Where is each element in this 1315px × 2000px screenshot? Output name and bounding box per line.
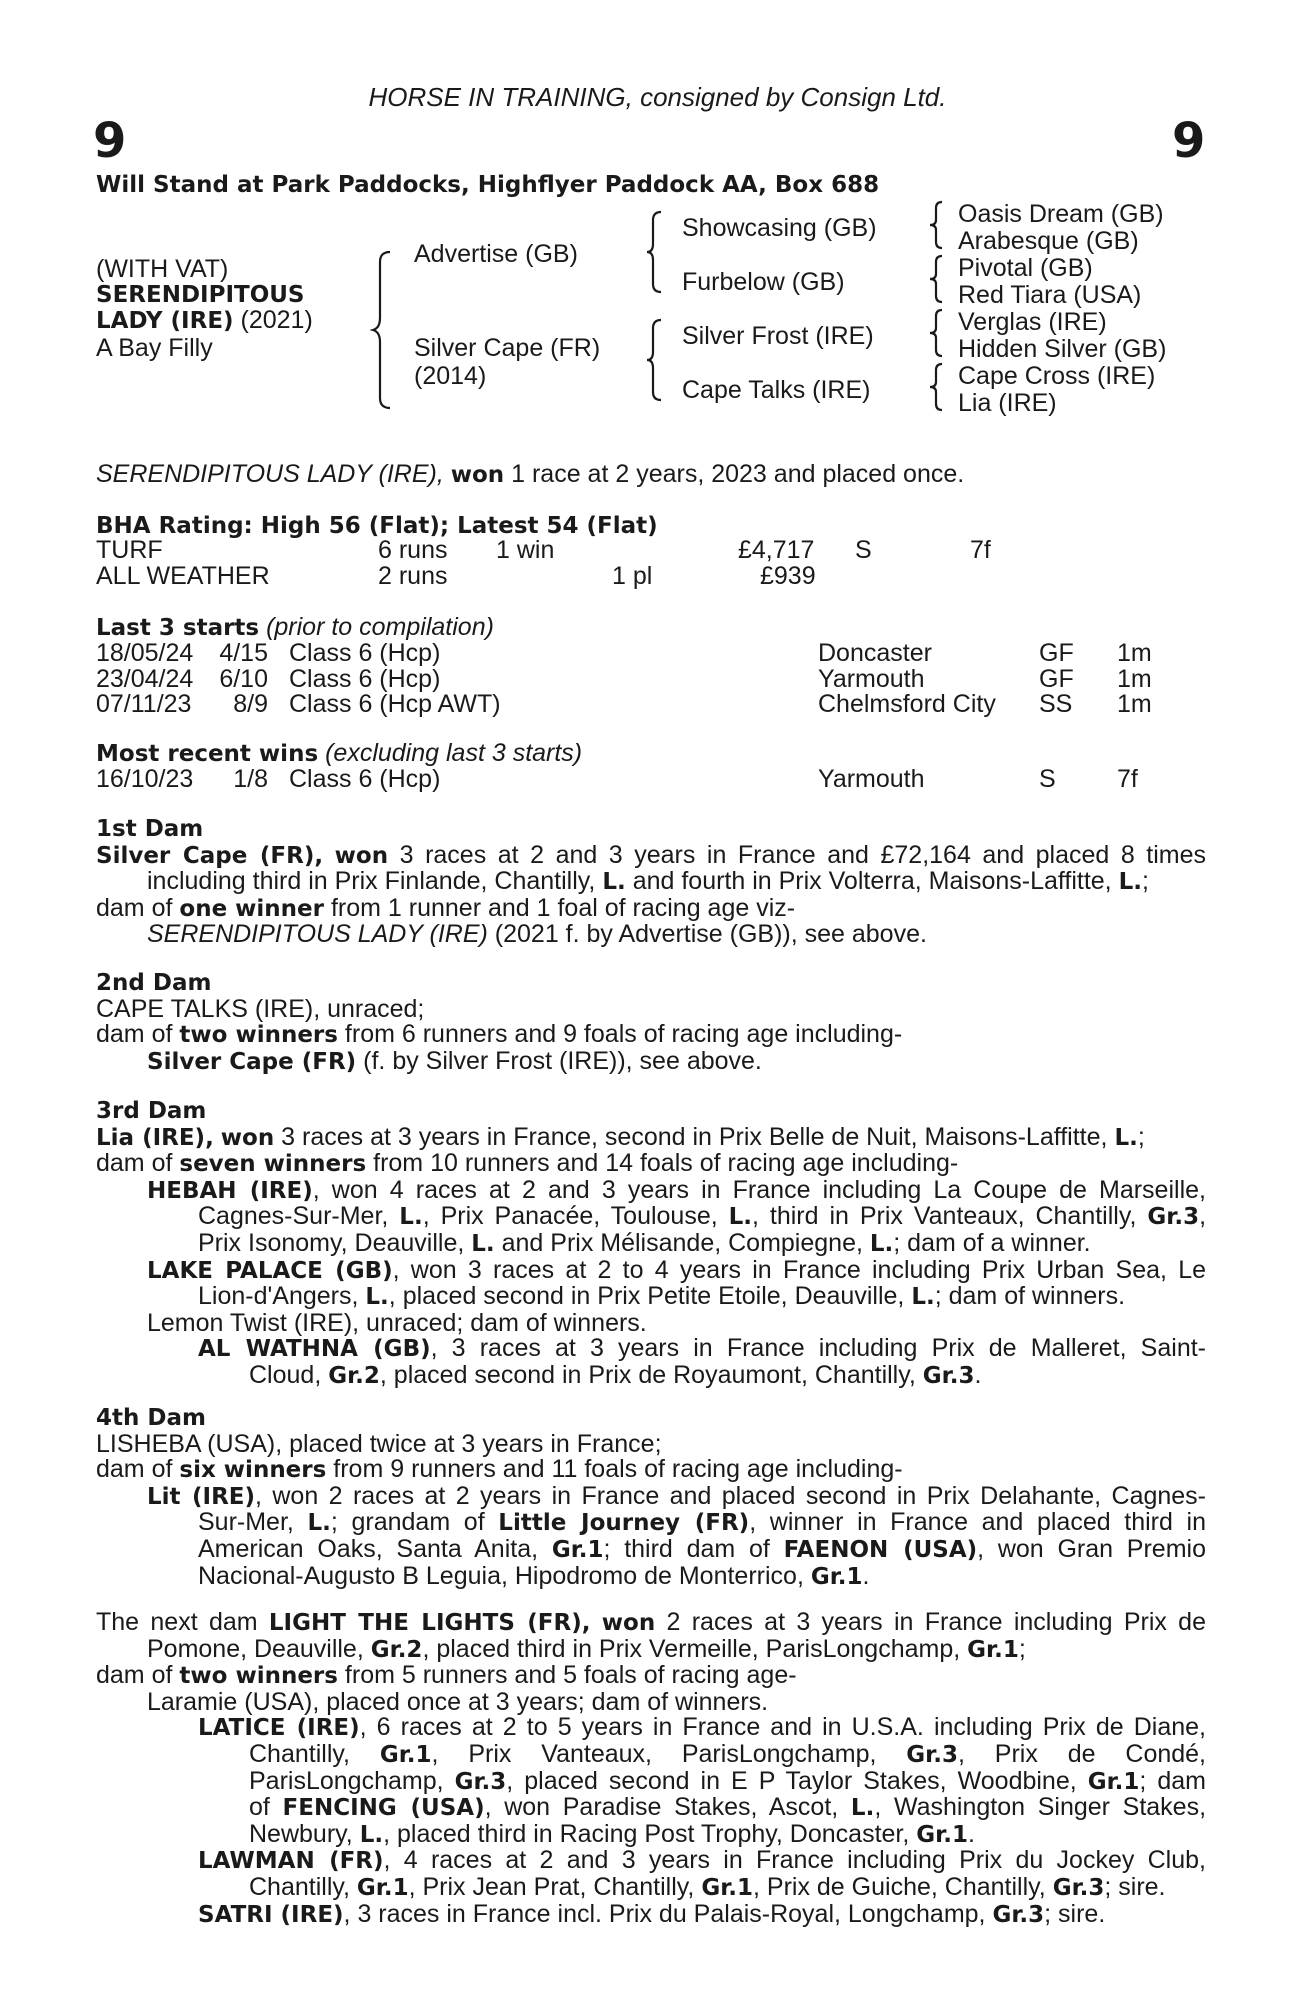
race-date: 07/11/23 — [96, 690, 192, 719]
gen3-brace-4 — [928, 362, 946, 412]
gen3-ancestor: Pivotal (GB) — [958, 254, 1093, 282]
race-going: GF — [1039, 639, 1074, 667]
gen2-dam-dam: Cape Talks (IRE) — [682, 376, 871, 404]
sire-name: Advertise (GB) — [414, 240, 578, 268]
gen3-ancestor: Verglas (IRE) — [958, 308, 1107, 336]
vat-note: (WITH VAT) — [96, 255, 229, 283]
gen2-sire-sire: Showcasing (GB) — [682, 214, 877, 242]
lot-number-left: 9 — [93, 113, 127, 169]
race-class: Class 6 (Hcp) — [289, 765, 441, 793]
race-date: 18/05/24 — [96, 639, 194, 667]
race-pos: 1/8 — [233, 765, 268, 793]
gen3-ancestor: Cape Cross (IRE) — [958, 362, 1156, 390]
second-dam-section: 2nd Dam CAPE TALKS (IRE), unraced; dam of two winners from 6 runners and 9 foals of racing age including- Silver Cape (FR) (f. by Silver Frost (IRE)), see above. — [96, 970, 903, 1075]
race-date: 16/10/23 — [96, 765, 194, 793]
race-dist: 7f — [1117, 765, 1138, 793]
race-pos: 6/10 — [219, 664, 268, 693]
aw-runs: 2 runs — [378, 562, 448, 590]
aw-prize: £939 — [760, 562, 816, 590]
horse-name-line2 — [96, 308, 313, 334]
aw-placed: 1 pl — [612, 562, 653, 590]
gen3-ancestor: Hidden Silver (GB) — [958, 335, 1167, 363]
dam-name: Silver Cape (FR) — [414, 334, 601, 362]
third-dam-section: 3rd Dam Lia (IRE), won 3 races at 3 years in France, second in Prix Belle de Nuit, Maisons-Laffitte, L.; dam of seven winners from 10 runners and 14 foals of racing age including- HEBAH (IRE), won 4 races at 2 and 3 years in France including La Coupe de Marseille, Cagnes-Sur-Mer, L., Prix Panacée, Toulouse, L., third in Prix Vanteaux, Chantilly, Gr.3, Prix Isonomy, Deauville, L. and Prix Mélisande, Compiegne, L.; dam of a winner. LAKE PALACE (GB), won 3 races at 2 to 4 years in France including Prix Urban Sea, Le Lion-d'Angers, L., placed second in Prix Petite Etoile, Deauville, L.; dam of winners. Lemon Twist (IRE), unraced; dam of winners. AL WATHNA (GB), 3 races at 3 years in France including Prix de Malleret, Saint- Cloud, Gr.2, placed second in Prix de Royaumont, Chantilly, Gr.3. — [96, 1098, 1207, 1389]
gen3-brace-2 — [928, 254, 946, 304]
race-dist: 1m — [1117, 664, 1152, 693]
turf-label: TURF — [96, 536, 163, 564]
horse-name-line1: SERENDIPITOUS — [96, 282, 305, 308]
last-starts-heading: Last 3 starts (prior to compilation) — [96, 613, 494, 641]
race-date: 23/04/24 — [96, 664, 194, 693]
race-course: Yarmouth — [818, 664, 925, 693]
gen3-ancestor: Oasis Dream (GB) — [958, 200, 1164, 228]
race-course: Chelmsford City — [818, 690, 996, 719]
race-pos: 8/9 — [233, 690, 268, 719]
horse-name-bold: LADY (IRE) — [96, 308, 234, 334]
race-course: Doncaster — [818, 639, 932, 667]
section-heading: 4th Dam — [96, 1405, 206, 1431]
race-class: Class 6 (Hcp) — [289, 664, 441, 693]
section-heading: 3rd Dam — [96, 1098, 207, 1124]
recent-wins-heading: Most recent wins (excluding last 3 starts) — [96, 739, 583, 767]
bha-rating: BHA Rating: High 56 (Flat); Latest 54 (Flat) — [96, 513, 658, 539]
next-dam-section: The next dam LIGHT THE LIGHTS (FR), won 2 races at 3 years in France including Prix de Pomone, Deauville, Gr.2, placed third in Prix Vermeille, ParisLongchamp, Gr.1; dam of two winners from 5 runners and 5 foals of racing age- Laramie (USA), placed once at 3 years; dam of winners. LATICE (IRE), 6 races at 2 to 5 years in France and in U.S.A. including Prix de Diane, Chantilly, Gr.1, Prix Vanteaux, ParisLongchamp, Gr.3, Prix de Condé, ParisLongchamp, Gr.3, placed second in E P Taylor Stakes, Woodbine, Gr.1; dam of FENCING (USA), won Paradise Stakes, Ascot, L., Washington Singer Stakes, Newbury, L., placed third in Racing Post Trophy, Doncaster, Gr.1. LAWMAN (FR), 4 races at 2 and 3 years in France including Prix du Jockey Club, Chantilly, Gr.1, Prix Jean Prat, Chantilly, Gr.1, Prix de Guiche, Chantilly, Gr.3; sire. SATRI (IRE), 3 races in France incl. Prix du Palais-Royal, Longchamp, Gr.3; sire. — [96, 1608, 1207, 1928]
gen2-sire-dam: Furbelow (GB) — [682, 268, 845, 296]
aw-label: ALL WEATHER — [96, 562, 270, 590]
gen3-ancestor: Arabesque (GB) — [958, 227, 1139, 255]
gen3-ancestor: Red Tiara (USA) — [958, 281, 1142, 309]
race-dist: 1m — [1117, 690, 1152, 719]
page-title: HORSE IN TRAINING, consigned by Consign Ltd. — [368, 82, 947, 112]
fourth-dam-section: 4th Dam LISHEBA (USA), placed twice at 3 years in France; dam of six winners from 9 runners and 11 foals of racing age including- Lit (IRE), won 2 races at 2 years in France and placed second in Prix Delahante, Cagnes- Sur-Mer, L.; grandam of Little Journey (FR), winner in France and placed third in American Oaks, Santa Anita, Gr.1; third dam of FAENON (USA), won Gran Premio Nacional-Augusto B Leguia, Hipodromo de Monterrico, Gr.1. — [96, 1405, 1207, 1590]
race-going: GF — [1039, 664, 1074, 693]
race-summary: SERENDIPITOUS LADY (IRE), won 1 race at 2 years, 2023 and placed once. — [96, 460, 965, 488]
turf-prize: £4,717 — [738, 536, 815, 564]
gen3-brace-1 — [928, 200, 946, 250]
dam-brace — [645, 318, 665, 402]
turf-distance: 7f — [970, 536, 991, 564]
horse-description: A Bay Filly — [96, 334, 213, 362]
race-course: Yarmouth — [818, 765, 925, 793]
race-pos: 4/15 — [219, 639, 268, 667]
dam-year: (2014) — [414, 362, 487, 390]
first-dam-section: 1st Dam Silver Cape (FR), won 3 races at 2 and 3 years in France and £72,164 and placed 8 times including third in Prix Finlande, Chantilly, L. and fourth in Prix Volterra, Maisons-Laffitte, L.; dam of one winner from 1 runner and 1 foal of racing age viz- SERENDIPITOUS LADY (IRE) (2021 f. by Advertise (GB)), see above. — [96, 816, 1207, 949]
horse-year: (2021) — [240, 306, 313, 334]
gen3-brace-3 — [928, 308, 946, 358]
race-class: Class 6 (Hcp AWT) — [289, 690, 501, 719]
race-class: Class 6 (Hcp) — [289, 639, 441, 667]
lot-number-right: 9 — [1172, 113, 1206, 169]
gen3-ancestor: Lia (IRE) — [958, 389, 1057, 417]
sire-brace — [645, 210, 665, 294]
stand-location: Will Stand at Park Paddocks, Highflyer Paddock AA, Box 688 — [96, 172, 880, 198]
race-going: S — [1039, 765, 1056, 793]
section-heading: 2nd Dam — [96, 970, 212, 996]
turf-wins: 1 win — [496, 536, 555, 564]
section-heading: 1st Dam — [96, 816, 204, 842]
gen2-dam-sire: Silver Frost (IRE) — [682, 322, 874, 350]
race-dist: 1m — [1117, 639, 1152, 667]
turf-runs: 6 runs — [378, 536, 448, 564]
pedigree-brace-main — [370, 250, 394, 410]
turf-going: S — [855, 536, 872, 564]
race-going: SS — [1039, 690, 1073, 719]
